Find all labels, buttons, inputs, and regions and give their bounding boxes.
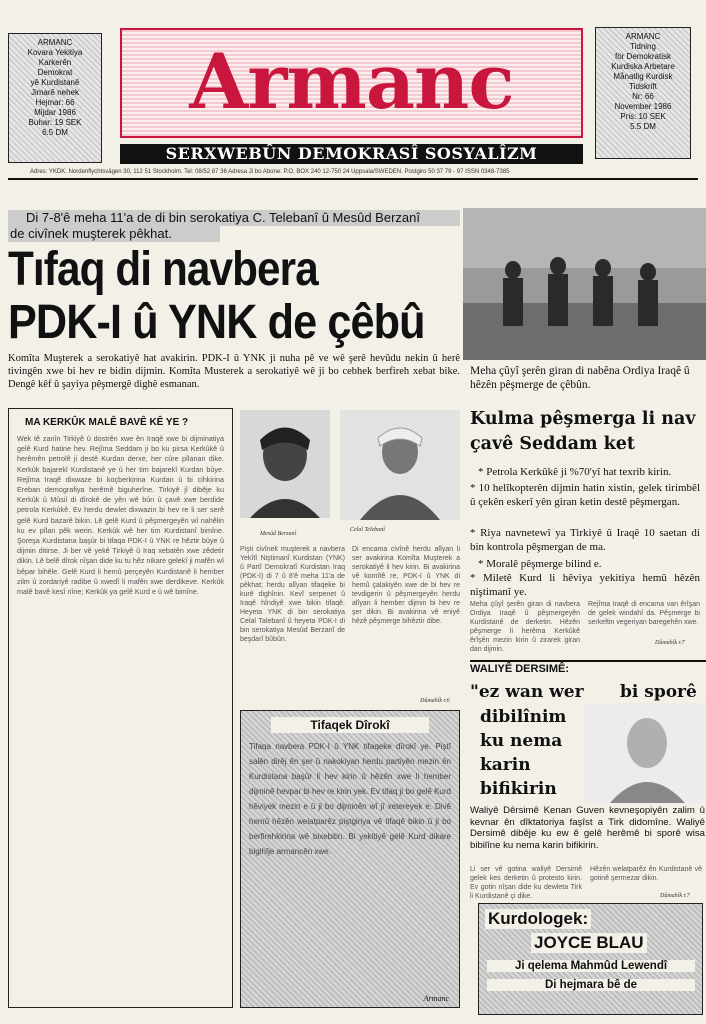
main-kicker-2: de civînek muşterek pêkhat. xyxy=(8,226,220,242)
right-box-line: Nr: 66 xyxy=(632,92,654,101)
main-kicker-1: Di 7-8'ê meha 11'a de di bin serokatiya C. Telebanî û Mesûd Berzanî xyxy=(8,210,460,226)
right-headline: Kulma pêşmerga li nav çavê Seddam ket xyxy=(470,409,696,454)
masthead-left-box xyxy=(8,33,102,163)
main-lede: Komîta Muşterek a serokatiyê hat avakirin. PDK-I û YNK ji nuha pê ve wê şerê hevûdu nekin û herê tivingên xwe bi hev re bidin dijmin. Komîta Musterek a serokatiyê wê ji bo cebhek berfireh xebat bike. Dengê kêf û şayiya pêşmergê dighê esmanan. xyxy=(8,353,460,390)
dersim-governor-photo xyxy=(585,703,705,803)
right-box-line: Tidning xyxy=(630,42,656,51)
right-box-line: Tidskrift xyxy=(629,82,657,91)
portrait-berzani-caption: Mesûd Berzanî xyxy=(260,531,297,537)
peshmerge-photo-image xyxy=(463,208,706,360)
right-col-2: Rejîma Iraqê di encama van êrîşan de gelek windahî da. Pêşmerge bi serkeftin vegeriyan baregehên xwe. xyxy=(588,601,700,626)
right-bullet-4: * Moralê pêşmerge bilind e. xyxy=(478,558,602,570)
right-box-line: November 1986 xyxy=(614,102,672,111)
right-box-line: Månatlig Kurdisk xyxy=(613,72,673,81)
left-box-line: Hejmar: 66 xyxy=(35,98,75,107)
right-box-line: Kurdiska Arbetare xyxy=(611,62,675,71)
masthead-subtitle: SERXWEBÛN DEMOKRASÎ SOSYALÎZM xyxy=(120,144,583,164)
left-box-line: yê Kurdistanê xyxy=(30,78,80,87)
masthead-rule xyxy=(8,178,698,180)
dersim-quote-1: "ez wan wer xyxy=(470,682,584,702)
left-box-line: 6.5 DM xyxy=(42,128,68,137)
left-box-line: Mijdar 1986 xyxy=(34,108,76,117)
left-box-line: Karkerên xyxy=(38,58,72,67)
left-box-line: Kovara Yekitiya xyxy=(27,48,83,57)
kurdologek-name: JOYCE BLAU xyxy=(531,933,647,953)
dersim-quote-4: ku nema xyxy=(480,731,563,751)
portrait-berzani-image xyxy=(240,410,330,518)
left-box-line: Buhar: 19 SEK xyxy=(28,118,82,127)
main-col-1: Pişti civînek muşterek a navbera Yekîtî Niştimanî Kurdistan (YNK) û Partî Demokratî Kurdistan Iraq (PDK-I) di 7 û 8'ê meha 11'a de pêkhat; herdu alîyan tifaqeke bi kurê dighînin. Kevî serpenet û Iraqê hîndiyê xwe bikin tifaqê. Heyeta YNK di bin serokatiya Celal Talebanî û heyeta PDK-I di bin serokatiya Mesûd Berzanî de beşdarî bûbûn. xyxy=(240,546,345,643)
main-headline-2: PDK-I û YNK de çêbû xyxy=(8,296,425,349)
right-bullet-1: * Petrola Kerkûkê ji %70'yî hat texrib kirin. xyxy=(478,466,672,478)
dersim-quote-6: bifikirin xyxy=(480,779,557,799)
left-box-line: ARMANC xyxy=(37,38,73,47)
right-box-line: ARMANC xyxy=(625,32,661,41)
kurdologek-box xyxy=(478,903,703,1015)
tifaqek-body: Tifaqa navbera PDK-I û YNK tifaqeke dîrokî ye. Piştî salên dirêj ên şer û nakokiyan herdu partiyên mezin ên Kurdistana başûr li hev kirin û hêzên xwe li hember dijminê hevpar bi hev re kirin yek. Ev tifaq ji bo gelê Kurd hêviyek mezin e û ji bo dijminên wî jî xetereyek e. Divê hemû hêzên welatparêz piştgiriya vê tifaqê bikin û ji bo berfirehkirina wê bixebitin. Bi yekitiyê gelê Kurd dikare bigihîje armancên xwe. xyxy=(249,742,451,856)
left-box-line: Demokrat xyxy=(37,68,73,77)
tifaqek-title: Tifaqek Dîrokî xyxy=(271,717,429,733)
masthead-address: Adres: YKDK. Nordenflychtsvägen 30, 112 51 Stockholm. Tel: 08/52 87 36 Adresa Ji bo Abone: P.O. BOX 240 12-750 24 Uppsala/SWEDEN. Postgiro 50 37 79 - 97 ISSN 0348-7385 xyxy=(30,169,510,175)
dersim-col-1: Li ser vê gotina waliyê Dersimê gelek kes derketin û protesto kirin. Ev gotin nîşan dide ku dewleta Tirk li Kurdistanê çi dike. xyxy=(470,866,582,900)
tifaqek-box xyxy=(240,710,460,1008)
dersim-col-2: Hêzên welatparêz ên Kurdistanê vê gotinê şermezar dikin. xyxy=(590,866,702,882)
kurdologek-sub-2: Di hejmara bê de xyxy=(487,979,695,991)
main-headline-1: Tıfaq di navbera xyxy=(8,243,318,296)
right-box-line: 5.5 DM xyxy=(630,122,656,131)
portrait-telebani xyxy=(340,410,460,520)
right-box-line: för Demokratisk xyxy=(614,52,671,61)
dersim-quote-3: dibilînim xyxy=(480,707,567,727)
right-bullet-2: * 10 helîkopterên dijmin hatin xistin, gelek tirimbêl û çekên eskerî yên giran ketin destê pêşmergan. xyxy=(470,482,700,508)
dersim-ending: Dûmahîk r.7 xyxy=(660,893,690,899)
right-bullet-3: * Riya navnetewî ya Tirkiyê û Iraqê 10 saetan di bin kontrola pêşmergan de ma. xyxy=(470,527,700,553)
kerkuk-body: Wek tê zanîn Tirkiyê û dostrên xwe ên Iraqê xwe bi dijminatiya gelê Kurd hatine hev. Rejîma Seddam ji bo ku pirsa Kerkûkê û herêmên petrolê ji destê Kurdan derxe, her cûre pîlanan dike. Kerkûk bajarekî Kurdistanê ye û her tim bajarekî Kurdan bûye. Rejîma Iraqê dixwaze bi koçberkirina Kurdan û bi cihkirina Ereban demografiya herêmê biguherîne. Tirkiyê jî dibêje ku Kerkûk û Mûsil di dîrokê de yên wê bûn û çavê xwe berdide petrola Kerkûkê. Ev herdu dewlet dixwazin bi hev re li ser serê gelê Kurd bazarê bikin. Lê gelê Kurd û pêşmergeyên wî nahêlin ku ev pîlan pêk werin. Kerkûk wê her tim Kurdistanî bimîne. Şoreşa Kurdistana başûr bi tifaqa PDK-I û YNK re hêztir bûye û dijmin ditirse. Ji ber vê yekê Tirkiyê û Iraq xebatên xwe zêdetir dikin. Lê belê dîrok nîşan dide ku tu hêz nikare gelekî ji mafên wî bêpar bihêle. Gelê Kurd li hemû perçeyên Kurdistanê li hember zilm û zordariyê radibe û xwedî li mafên xwe derdikeve. Kerkûk malê bavê kesî nîne; Kerkûk ya gelê Kurd e û wê bimîne. xyxy=(17,434,224,597)
kerkuk-title: MA KERKÛK MALÊ BAVÊ KÊ YE ? xyxy=(25,417,189,428)
tifaqek-footer: Armanc xyxy=(423,994,449,1003)
right-col-1: Meha çûyî şerên giran di navbera Ordiya Iraqê û pêşmergeyên Kurdistanê de derketin. Hêzên pêşmerge li herêma Kerkûkê êrîşên mezin kirin û zirarek giran dan dijmin. xyxy=(470,601,580,653)
left-box-line: Jimarê nehek xyxy=(30,88,80,97)
dersim-governor-image xyxy=(585,703,705,803)
portrait-berzani xyxy=(240,410,330,518)
kerkuk-box xyxy=(8,408,233,1008)
peshmerge-photo xyxy=(463,208,706,360)
dersim-quote-5: karin xyxy=(480,755,531,775)
right-bullet-5: * Miletê Kurd li hêviya yekitiya hemû hêzên niştimanî ye. xyxy=(470,572,700,598)
portrait-telebani-image xyxy=(340,410,460,520)
main-ending: Dûmahîk r.6 xyxy=(420,698,450,704)
dersim-lede: Waliyê Dêrsimê Kenan Guven kevneşopiyên zalim û kevnar ên dîktatoriya faşîst a Tirk didomîne. Waliyê Dersimê dibêje ku ew ê gelê herêmê bi sporê wisa bibilîne ku nema karin bifikirin. xyxy=(470,805,705,851)
portrait-telebani-caption: Celal Telebanî xyxy=(350,527,385,533)
peshmerge-caption: Meha çûyî şerên giran di nabêna Ordiya Iraqê û hêzên pêşmerge de çêbûn. xyxy=(470,365,690,391)
kurdologek-label: Kurdologek: xyxy=(485,909,591,929)
logo: Armanc xyxy=(189,37,514,126)
kurdologek-sub-1: Ji qelema Mahmûd Lewendî xyxy=(487,960,695,972)
right-box-line: Pris: 10 SEK xyxy=(620,112,666,121)
right-ending: Dûmahîk r.7 xyxy=(655,640,685,646)
dersim-rule xyxy=(470,660,706,662)
dersim-label: WALIYÊ DERSIMÊ: xyxy=(470,663,570,675)
masthead-logo-panel xyxy=(120,28,583,138)
dersim-quote-2: bi sporê xyxy=(620,682,697,702)
masthead-right-box xyxy=(595,27,691,159)
main-col-2: Di encama civînê herdu alîyan li ser avakirina Komîta Muşterek a serokatiyê li hev kirin. Bi avakirina vê komîtê re, PDK-I û YNK di hemû çalakiyên xwe de bi hev re tevdigerin û pêşmergeyên herdu alîyan li hember dijmin bi hev re şer dikin. Bi avakirina vê eniyê hêzê pêşmerge bihêztir dibe. xyxy=(352,546,460,625)
